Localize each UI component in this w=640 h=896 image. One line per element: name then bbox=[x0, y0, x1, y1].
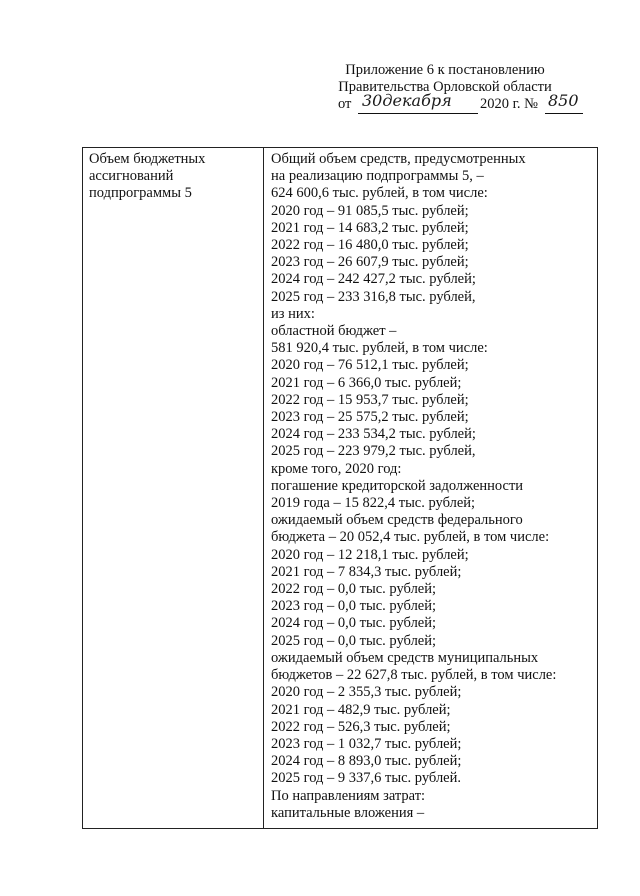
value-line: бюджетов – 22 627,8 тыс. рублей, в том числе: bbox=[271, 667, 557, 684]
value-line: 2020 год – 2 355,3 тыс. рублей; bbox=[271, 684, 462, 701]
date-underline bbox=[358, 113, 478, 114]
value-line: 581 920,4 тыс. рублей, в том числе: bbox=[271, 340, 488, 357]
value-line: капитальные вложения – bbox=[271, 804, 425, 821]
value-line: 2025 год – 223 979,2 тыс. рублей, bbox=[271, 443, 476, 460]
value-line: 2019 года – 15 822,4 тыс. рублей; bbox=[271, 495, 476, 512]
handwritten-date: 30декабря bbox=[362, 91, 452, 110]
value-line: 2025 год – 233 316,8 тыс. рублей, bbox=[271, 288, 476, 305]
value-line: ожидаемый объем средств федерального bbox=[271, 512, 523, 529]
value-line: кроме того, 2020 год: bbox=[271, 460, 402, 477]
value-line: 2025 год – 9 337,6 тыс. рублей. bbox=[271, 770, 462, 787]
value-line: погашение кредиторской задолженности bbox=[271, 477, 524, 494]
value-line: 2021 год – 482,9 тыс. рублей; bbox=[271, 701, 451, 718]
header-year-text: 2020 г. № bbox=[480, 96, 539, 112]
header-government-line: Правительства Орловской области bbox=[338, 79, 552, 95]
value-line: 2020 год – 12 218,1 тыс. рублей; bbox=[271, 546, 469, 563]
value-line: 2021 год – 7 834,3 тыс. рублей; bbox=[271, 563, 462, 580]
value-line: ожидаемый объем средств муниципальных bbox=[271, 649, 539, 666]
value-line: 2024 год – 8 893,0 тыс. рублей; bbox=[271, 753, 462, 770]
header-date-line bbox=[300, 91, 590, 118]
value-line: областной бюджет – bbox=[271, 323, 397, 340]
table-label-column bbox=[89, 151, 259, 203]
value-line: на реализацию подпрограммы 5, – bbox=[271, 168, 484, 185]
value-line: 2023 год – 26 607,9 тыс. рублей; bbox=[271, 254, 469, 271]
handwritten-number: 850 bbox=[548, 91, 579, 110]
value-line: 2020 год – 91 085,5 тыс. рублей; bbox=[271, 202, 469, 219]
column-divider bbox=[263, 148, 264, 828]
value-line: 2021 год – 14 683,2 тыс. рублей; bbox=[271, 219, 469, 236]
table-value-column bbox=[271, 151, 596, 822]
header-from-label: от bbox=[338, 96, 352, 112]
value-line: 2022 год – 16 480,0 тыс. рублей; bbox=[271, 237, 469, 254]
header-appendix-line: Приложение 6 к постановлению bbox=[345, 62, 545, 78]
value-line: 2022 год – 0,0 тыс. рублей; bbox=[271, 581, 437, 598]
value-line: 624 600,6 тыс. рублей, в том числе: bbox=[271, 185, 488, 202]
value-line: 2023 год – 1 032,7 тыс. рублей; bbox=[271, 735, 462, 752]
value-line: 2022 год – 526,3 тыс. рублей; bbox=[271, 718, 451, 735]
value-line: По направлениям затрат: bbox=[271, 787, 426, 804]
value-line: 2025 год – 0,0 тыс. рублей; bbox=[271, 632, 437, 649]
label-line: Объем бюджетных bbox=[89, 151, 206, 167]
value-line: 2023 год – 0,0 тыс. рублей; bbox=[271, 598, 437, 615]
value-line: из них: bbox=[271, 305, 315, 322]
value-line: бюджета – 20 052,4 тыс. рублей, в том числе: bbox=[271, 529, 550, 546]
label-line: подпрограммы 5 bbox=[89, 185, 192, 202]
value-line: 2024 год – 242 427,2 тыс. рублей; bbox=[271, 271, 476, 288]
value-line: 2022 год – 15 953,7 тыс. рублей; bbox=[271, 391, 469, 408]
budget-table bbox=[82, 147, 598, 829]
label-line: ассигнований bbox=[89, 168, 174, 185]
number-underline bbox=[545, 113, 583, 114]
value-line: 2024 год – 0,0 тыс. рублей; bbox=[271, 615, 437, 632]
value-line: Общий объем средств, предусмотренных bbox=[271, 151, 526, 167]
value-line: 2023 год – 25 575,2 тыс. рублей; bbox=[271, 409, 469, 426]
value-line: 2020 год – 76 512,1 тыс. рублей; bbox=[271, 357, 469, 374]
document-header bbox=[300, 62, 590, 118]
value-line: 2021 год – 6 366,0 тыс. рублей; bbox=[271, 374, 462, 391]
value-line: 2024 год – 233 534,2 тыс. рублей; bbox=[271, 426, 476, 443]
